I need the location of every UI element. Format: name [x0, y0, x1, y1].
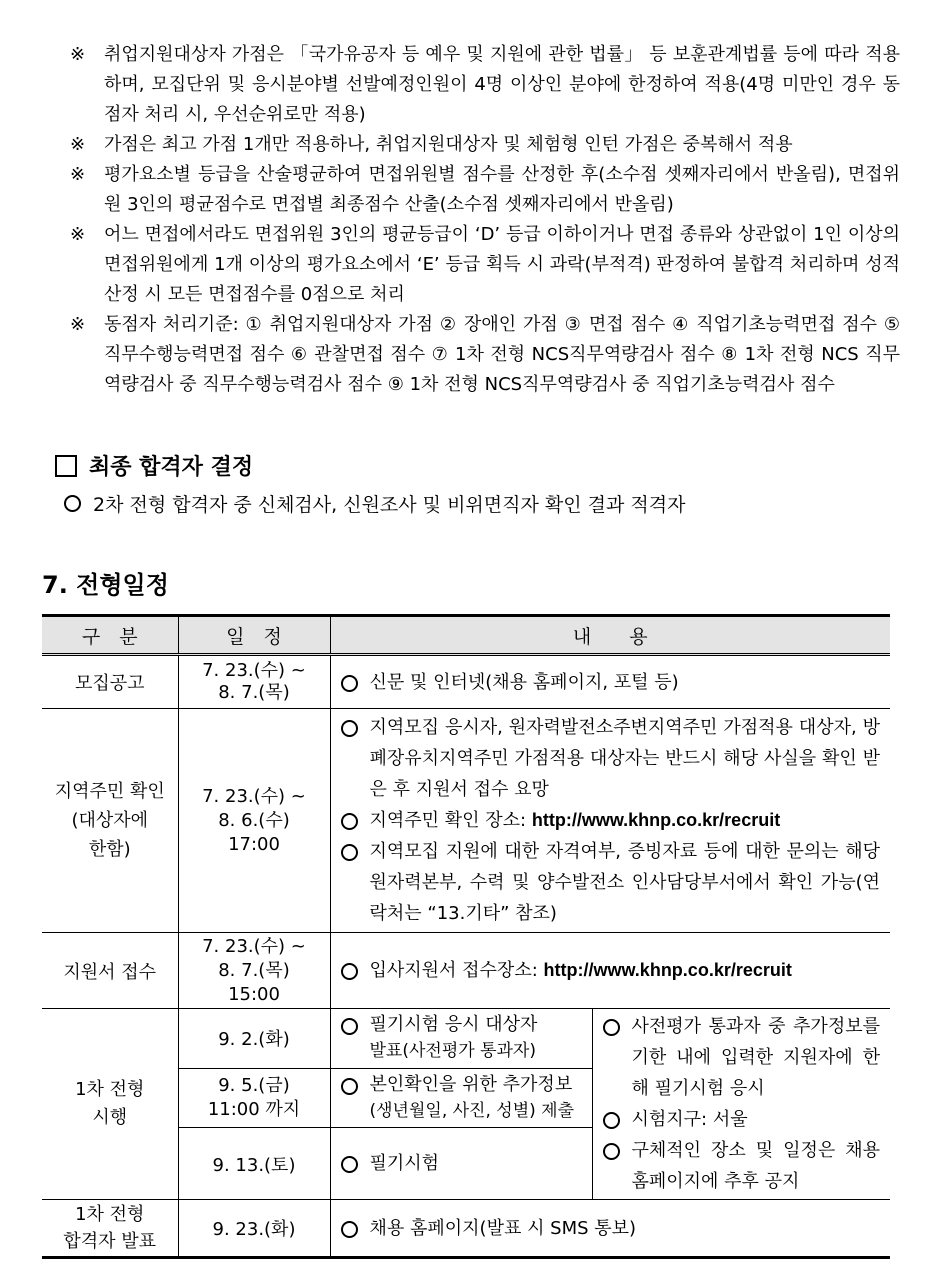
circle-bullet-icon — [341, 675, 358, 692]
date-line: 15:00 — [228, 983, 280, 1005]
category-line: 1차 전형 — [75, 1204, 145, 1225]
row-content — [330, 933, 890, 1009]
content-text: 신문 및 인터넷(채용 홈페이지, 포털 등) — [369, 671, 679, 693]
row-date — [178, 1068, 330, 1128]
content-text: 지역모집 응시자, 원자력발전소주변지역주민 가점적용 대상자, 방폐장유치지역주민 가점적용 대상자는 반드시 해당 사실을 확인 받은 후 지원서 접수 요망 — [369, 717, 880, 800]
note-item — [70, 130, 900, 160]
header-content: 내 용 — [330, 616, 890, 655]
note-item — [70, 220, 900, 310]
note-mark: ※ — [70, 314, 86, 335]
table-row — [42, 709, 890, 933]
note-text: 가점은 최고 가점 1개만 적용하나, 취업지원대상자 및 체험형 인턴 가점은 중복해서 적용 — [104, 134, 793, 155]
final-line — [64, 490, 685, 517]
note-text: 어느 면접에서라도 면접위원 3인의 평균등급이 ‘D’ 등급 이하이거나 면접 종류와 상관없이 1인 이상의 면접위원에게 1개 이상의 평가요소에서 ‘E’ 등급 획득 시 과락(부적격) 판정하여 불합격 처리하며 성적산정 시 모든 면접점수를 0점으로 처리 — [104, 224, 900, 305]
content-item — [603, 1104, 881, 1135]
header-category: 구 분 — [42, 616, 178, 655]
row-content — [330, 709, 890, 933]
content-item — [341, 805, 881, 836]
row-category — [42, 1009, 178, 1200]
row-date: 9. 23.(화) — [178, 1200, 330, 1258]
content-item — [341, 836, 881, 929]
content-label: 입사지원서 접수장소: — [369, 960, 544, 981]
category-line: 1차 전형 — [75, 1079, 145, 1100]
content-item — [341, 667, 881, 698]
notes-list — [70, 40, 900, 400]
date-line: 8. 7.(목) — [218, 959, 290, 981]
category-line: 한함) — [88, 839, 131, 860]
recruit-link[interactable]: http://www.khnp.co.kr/recruit — [543, 960, 792, 980]
category-line: 합격자 발표 — [63, 1231, 157, 1252]
date-line: 7. 23.(수) ~ — [202, 660, 306, 681]
circle-bullet-icon — [341, 720, 358, 737]
note-item — [70, 160, 900, 220]
note-item — [70, 40, 900, 130]
row-category: 모집공고 — [42, 655, 178, 709]
schedule-heading: 7. 전형일정 — [42, 571, 169, 599]
recruit-link[interactable]: http://www.khnp.co.kr/recruit — [531, 810, 781, 830]
content-text — [370, 955, 881, 986]
circle-bullet-icon — [603, 1112, 620, 1129]
content-text: 구체적인 장소 및 일정은 채용 홈페이지에 추후 공지 — [631, 1140, 880, 1192]
circle-bullet-icon — [603, 1019, 620, 1036]
table-row — [42, 1009, 890, 1069]
content-text: 지역모집 지원에 대한 자격여부, 증빙자료 등에 대한 문의는 해당 원자력본부, 수력 및 양수발전소 인사담당부서에서 확인 가능(연락처는 “13.기타” 참조) — [369, 841, 880, 924]
table-row — [42, 933, 890, 1009]
row-content — [330, 1068, 592, 1128]
content-label: 지역주민 확인 장소: — [369, 810, 532, 831]
note-mark: ※ — [70, 134, 86, 155]
content-text — [370, 1072, 582, 1124]
row-content — [330, 1009, 592, 1069]
date-line: 11:00 까지 — [207, 1098, 301, 1120]
row-category — [42, 709, 178, 933]
circle-bullet-icon — [341, 813, 358, 830]
date-line: 7. 23.(수) ~ — [202, 785, 306, 807]
circle-bullet-icon — [341, 1078, 358, 1095]
content-text — [370, 805, 881, 836]
row-category: 지원서 접수 — [42, 933, 178, 1009]
row-content — [330, 1128, 592, 1200]
content-text: 시험지구: 서울 — [631, 1109, 748, 1130]
category-line: 시행 — [92, 1107, 128, 1128]
content-text — [370, 1012, 582, 1064]
row-side-content — [592, 1009, 890, 1200]
content-item — [603, 1011, 881, 1104]
content-item — [341, 1072, 582, 1124]
note-text: 동점자 처리기준: ① 취업지원대상자 가점 ② 장애인 가점 ③ 면접 점수 ④ 직업기초능력면접 점수 ⑤ 직무수행능력면접 점수 ⑥ 관찰면접 점수 ⑦ 1차 전형 NCS직무역량검사 점수 ⑧ 1차 전형 NCS 직무역량검사 중 직무수행능력검사 점수 ⑨ 1차 전형 NCS직무역량검사 중 직업기초능력검사 점수 — [104, 314, 900, 395]
circle-bullet-icon — [341, 844, 358, 861]
content-item — [341, 955, 881, 986]
content-text: 사전평가 통과자 중 추가정보를 기한 내에 입력한 지원자에 한해 필기시험 응시 — [631, 1016, 880, 1099]
content-text: 채용 홈페이지(발표 시 SMS 통보) — [369, 1217, 637, 1239]
circle-bullet-icon — [341, 1156, 358, 1173]
final-section-heading — [55, 450, 253, 481]
content-text: 필기시험 — [369, 1153, 440, 1175]
circle-bullet-icon — [341, 1221, 358, 1238]
row-content — [330, 1200, 890, 1258]
circle-bullet-icon — [64, 495, 81, 512]
schedule-table — [42, 614, 890, 1259]
table-row — [42, 1200, 890, 1258]
note-mark: ※ — [70, 164, 86, 185]
category-line: (대상자에 — [71, 810, 149, 831]
content-line: (생년월일, 사진, 성별) 제출 — [369, 1100, 575, 1121]
content-item — [603, 1135, 881, 1197]
content-line: 본인확인을 위한 추가정보 — [369, 1073, 573, 1095]
content-line: 필기시험 응시 대상자 — [369, 1014, 538, 1036]
circle-bullet-icon — [603, 1143, 620, 1160]
square-bullet-icon — [55, 455, 77, 477]
circle-bullet-icon — [341, 1018, 358, 1035]
circle-bullet-icon — [341, 963, 358, 980]
header-date: 일 정 — [178, 616, 330, 655]
content-item — [341, 712, 881, 805]
row-category — [42, 1200, 178, 1258]
date-line: 17:00 — [228, 833, 280, 855]
content-item — [341, 1148, 582, 1179]
table-header-row — [42, 616, 890, 655]
table-row — [42, 655, 890, 709]
row-date — [178, 655, 330, 709]
content-item — [341, 1213, 881, 1244]
note-text: 평가요소별 등급을 산술평균하여 면접위원별 점수를 산정한 후(소수점 셋째자리에서 반올림), 면접위원 3인의 평균점수로 면접별 최종점수 산출(소수점 셋째자리에서 반올림) — [104, 164, 900, 215]
row-date — [178, 709, 330, 933]
content-line: 발표(사전평가 통과자) — [369, 1041, 536, 1062]
note-mark: ※ — [70, 224, 86, 245]
date-line: 9. 5.(금) — [218, 1074, 290, 1096]
row-date: 9. 13.(토) — [178, 1128, 330, 1200]
date-line: 8. 7.(목) — [218, 682, 290, 703]
final-heading-text: 최종 합격자 결정 — [89, 455, 254, 480]
content-item — [341, 1012, 582, 1064]
row-content — [330, 655, 890, 709]
category-line: 지역주민 확인 — [54, 781, 165, 802]
final-line-text: 2차 전형 합격자 중 신체검사, 신원조사 및 비위면직자 확인 결과 적격자 — [93, 494, 686, 516]
row-date — [178, 933, 330, 1009]
row-date: 9. 2.(화) — [178, 1009, 330, 1069]
note-item — [70, 310, 900, 400]
date-line: 8. 6.(수) — [218, 809, 290, 831]
note-mark: ※ — [70, 44, 86, 65]
note-text: 취업지원대상자 가점은 「국가유공자 등 예우 및 지원에 관한 법률」 등 보훈관계법률 등에 따라 적용하며, 모집단위 및 응시분야별 선발예정인원이 4명 이상인 분야에 한정하여 적용(4명 미만인 경우 동점자 처리 시, 우선순위로만 적용) — [104, 44, 900, 125]
date-line: 7. 23.(수) ~ — [202, 935, 306, 957]
